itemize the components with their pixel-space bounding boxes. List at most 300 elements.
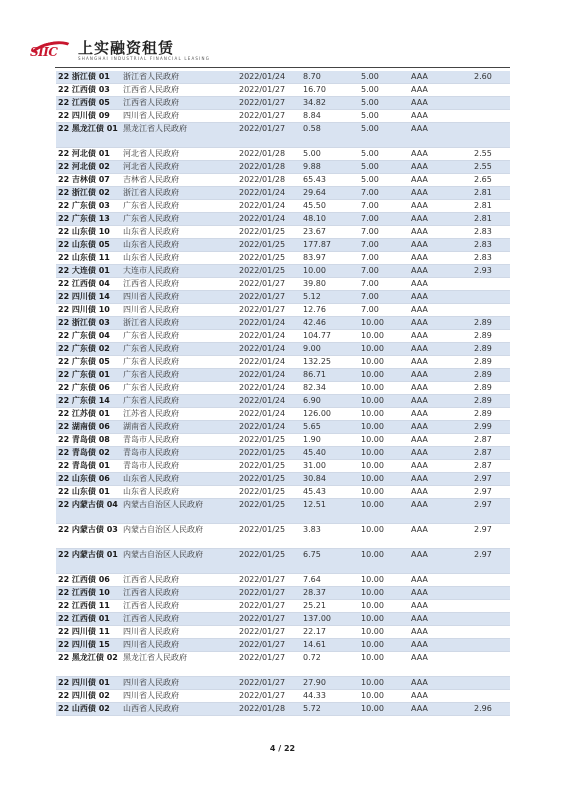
issue-date-cell: 2022/01/25 xyxy=(237,460,301,473)
amount-cell: 22.17 xyxy=(301,626,359,639)
issue-date-cell: 2022/01/25 xyxy=(237,252,301,265)
amount-cell: 1.90 xyxy=(301,434,359,447)
issue-date-cell: 2022/01/27 xyxy=(237,652,301,677)
bond-name-cell: 22 河北债 01 xyxy=(56,148,121,161)
bond-name-cell: 22 江苏债 01 xyxy=(56,408,121,421)
rating-cell: AAA xyxy=(409,613,472,626)
rating-cell: AAA xyxy=(409,330,472,343)
issue-date-cell: 2022/01/28 xyxy=(237,148,301,161)
issuer-cell: 江西省人民政府 xyxy=(121,574,237,587)
bond-issuance-table xyxy=(56,71,510,716)
issuer-cell: 山东省人民政府 xyxy=(121,486,237,499)
term-cell: 10.00 xyxy=(359,447,409,460)
table-row xyxy=(56,84,510,97)
amount-cell: 23.67 xyxy=(301,226,359,239)
issue-date-cell: 2022/01/27 xyxy=(237,587,301,600)
bond-name-cell: 22 江西债 05 xyxy=(56,97,121,110)
term-cell: 5.00 xyxy=(359,123,409,148)
issue-date-cell: 2022/01/24 xyxy=(237,343,301,356)
term-cell: 10.00 xyxy=(359,434,409,447)
table-row xyxy=(56,421,510,434)
term-cell: 5.00 xyxy=(359,84,409,97)
coupon-rate-cell xyxy=(472,304,510,317)
issuer-cell: 青岛市人民政府 xyxy=(121,434,237,447)
term-cell: 5.00 xyxy=(359,110,409,123)
amount-cell: 126.00 xyxy=(301,408,359,421)
issue-date-cell: 2022/01/27 xyxy=(237,110,301,123)
table-row xyxy=(56,652,510,677)
amount-cell: 65.43 xyxy=(301,174,359,187)
table-row xyxy=(56,252,510,265)
term-cell: 5.00 xyxy=(359,148,409,161)
amount-cell: 83.97 xyxy=(301,252,359,265)
bond-name-cell: 22 山东债 11 xyxy=(56,252,121,265)
issuer-cell: 山西省人民政府 xyxy=(121,703,237,716)
issuer-cell: 四川省人民政府 xyxy=(121,677,237,690)
coupon-rate-cell: 2.65 xyxy=(472,174,510,187)
rating-cell: AAA xyxy=(409,226,472,239)
issue-date-cell: 2022/01/25 xyxy=(237,549,301,574)
bond-name-cell: 22 江西债 01 xyxy=(56,613,121,626)
table-row xyxy=(56,499,510,524)
bond-name-cell: 22 浙江债 01 xyxy=(56,71,121,84)
issue-date-cell: 2022/01/24 xyxy=(237,317,301,330)
table-row xyxy=(56,265,510,278)
amount-cell: 48.10 xyxy=(301,213,359,226)
issuer-cell: 河北省人民政府 xyxy=(121,148,237,161)
coupon-rate-cell: 2.87 xyxy=(472,447,510,460)
coupon-rate-cell: 2.83 xyxy=(472,226,510,239)
issue-date-cell: 2022/01/27 xyxy=(237,278,301,291)
table-row xyxy=(56,434,510,447)
rating-cell: AAA xyxy=(409,421,472,434)
amount-cell: 12.51 xyxy=(301,499,359,524)
amount-cell: 12.76 xyxy=(301,304,359,317)
bond-name-cell: 22 内蒙古债 01 xyxy=(56,549,121,574)
amount-cell: 29.64 xyxy=(301,187,359,200)
issue-date-cell: 2022/01/24 xyxy=(237,369,301,382)
issue-date-cell: 2022/01/24 xyxy=(237,330,301,343)
issuer-cell: 四川省人民政府 xyxy=(121,690,237,703)
bond-name-cell: 22 内蒙古债 03 xyxy=(56,524,121,549)
table-row xyxy=(56,613,510,626)
issue-date-cell: 2022/01/27 xyxy=(237,613,301,626)
amount-cell: 14.61 xyxy=(301,639,359,652)
rating-cell: AAA xyxy=(409,486,472,499)
issue-date-cell: 2022/01/24 xyxy=(237,213,301,226)
coupon-rate-cell: 2.83 xyxy=(472,252,510,265)
amount-cell: 28.37 xyxy=(301,587,359,600)
rating-cell: AAA xyxy=(409,382,472,395)
amount-cell: 7.64 xyxy=(301,574,359,587)
term-cell: 10.00 xyxy=(359,473,409,486)
bond-name-cell: 22 江西债 06 xyxy=(56,574,121,587)
table-row xyxy=(56,703,510,716)
table-row xyxy=(56,317,510,330)
bond-name-cell: 22 四川债 11 xyxy=(56,626,121,639)
table-row xyxy=(56,447,510,460)
coupon-rate-cell: 2.89 xyxy=(472,408,510,421)
amount-cell: 16.70 xyxy=(301,84,359,97)
term-cell: 10.00 xyxy=(359,460,409,473)
coupon-rate-cell xyxy=(472,652,510,677)
rating-cell: AAA xyxy=(409,677,472,690)
bond-name-cell: 22 四川债 15 xyxy=(56,639,121,652)
term-cell: 10.00 xyxy=(359,574,409,587)
amount-cell: 45.50 xyxy=(301,200,359,213)
amount-cell: 30.84 xyxy=(301,473,359,486)
issuer-cell: 山东省人民政府 xyxy=(121,239,237,252)
table-row xyxy=(56,356,510,369)
amount-cell: 177.87 xyxy=(301,239,359,252)
issuer-cell: 广东省人民政府 xyxy=(121,330,237,343)
issuer-cell: 内蒙古自治区人民政府 xyxy=(121,549,237,574)
coupon-rate-cell: 2.89 xyxy=(472,317,510,330)
issuer-cell: 江苏省人民政府 xyxy=(121,408,237,421)
issuer-cell: 山东省人民政府 xyxy=(121,226,237,239)
term-cell: 5.00 xyxy=(359,97,409,110)
rating-cell: AAA xyxy=(409,187,472,200)
issue-date-cell: 2022/01/27 xyxy=(237,639,301,652)
coupon-rate-cell xyxy=(472,626,510,639)
bond-name-cell: 22 四川债 02 xyxy=(56,690,121,703)
bond-name-cell: 22 山东债 06 xyxy=(56,473,121,486)
issuer-cell: 四川省人民政府 xyxy=(121,626,237,639)
coupon-rate-cell: 2.87 xyxy=(472,434,510,447)
rating-cell: AAA xyxy=(409,97,472,110)
coupon-rate-cell: 2.87 xyxy=(472,460,510,473)
term-cell: 7.00 xyxy=(359,291,409,304)
issue-date-cell: 2022/01/27 xyxy=(237,690,301,703)
rating-cell: AAA xyxy=(409,499,472,524)
issuer-cell: 江西省人民政府 xyxy=(121,600,237,613)
rating-cell: AAA xyxy=(409,626,472,639)
issuer-cell: 四川省人民政府 xyxy=(121,110,237,123)
term-cell: 10.00 xyxy=(359,690,409,703)
issue-date-cell: 2022/01/25 xyxy=(237,265,301,278)
term-cell: 10.00 xyxy=(359,703,409,716)
bond-name-cell: 22 黑龙江债 01 xyxy=(56,123,121,148)
coupon-rate-cell: 2.97 xyxy=(472,499,510,524)
issuer-cell: 大连市人民政府 xyxy=(121,265,237,278)
rating-cell: AAA xyxy=(409,343,472,356)
rating-cell: AAA xyxy=(409,460,472,473)
issuer-cell: 黑龙江省人民政府 xyxy=(121,123,237,148)
rating-cell: AAA xyxy=(409,434,472,447)
table-row xyxy=(56,473,510,486)
amount-cell: 10.00 xyxy=(301,265,359,278)
issue-date-cell: 2022/01/28 xyxy=(237,161,301,174)
amount-cell: 9.88 xyxy=(301,161,359,174)
table-row xyxy=(56,587,510,600)
amount-cell: 34.82 xyxy=(301,97,359,110)
table-row xyxy=(56,677,510,690)
amount-cell: 3.83 xyxy=(301,524,359,549)
bond-name-cell: 22 江西债 04 xyxy=(56,278,121,291)
rating-cell: AAA xyxy=(409,213,472,226)
term-cell: 10.00 xyxy=(359,395,409,408)
issuer-cell: 湖南省人民政府 xyxy=(121,421,237,434)
coupon-rate-cell: 2.89 xyxy=(472,356,510,369)
term-cell: 10.00 xyxy=(359,587,409,600)
coupon-rate-cell: 2.99 xyxy=(472,421,510,434)
amount-cell: 82.34 xyxy=(301,382,359,395)
coupon-rate-cell: 2.81 xyxy=(472,200,510,213)
coupon-rate-cell xyxy=(472,97,510,110)
issuer-cell: 江西省人民政府 xyxy=(121,278,237,291)
issue-date-cell: 2022/01/27 xyxy=(237,600,301,613)
amount-cell: 45.40 xyxy=(301,447,359,460)
bond-name-cell: 22 青岛债 02 xyxy=(56,447,121,460)
term-cell: 10.00 xyxy=(359,369,409,382)
rating-cell: AAA xyxy=(409,473,472,486)
issue-date-cell: 2022/01/27 xyxy=(237,304,301,317)
issue-date-cell: 2022/01/24 xyxy=(237,356,301,369)
amount-cell: 104.77 xyxy=(301,330,359,343)
bond-name-cell: 22 江西债 11 xyxy=(56,600,121,613)
coupon-rate-cell: 2.89 xyxy=(472,330,510,343)
rating-cell: AAA xyxy=(409,600,472,613)
term-cell: 7.00 xyxy=(359,278,409,291)
table-body xyxy=(56,71,510,716)
amount-cell: 44.33 xyxy=(301,690,359,703)
coupon-rate-cell xyxy=(472,677,510,690)
term-cell: 10.00 xyxy=(359,677,409,690)
issuer-cell: 广东省人民政府 xyxy=(121,369,237,382)
bond-name-cell: 22 广东债 05 xyxy=(56,356,121,369)
header-divider xyxy=(55,67,510,68)
bond-name-cell: 22 山东债 10 xyxy=(56,226,121,239)
amount-cell: 137.00 xyxy=(301,613,359,626)
header xyxy=(28,36,210,66)
issue-date-cell: 2022/01/24 xyxy=(237,408,301,421)
amount-cell: 5.00 xyxy=(301,148,359,161)
rating-cell: AAA xyxy=(409,356,472,369)
rating-cell: AAA xyxy=(409,200,472,213)
coupon-rate-cell xyxy=(472,123,510,148)
rating-cell: AAA xyxy=(409,84,472,97)
issue-date-cell: 2022/01/24 xyxy=(237,382,301,395)
term-cell: 10.00 xyxy=(359,408,409,421)
bond-name-cell: 22 四川债 01 xyxy=(56,677,121,690)
rating-cell: AAA xyxy=(409,447,472,460)
issue-date-cell: 2022/01/27 xyxy=(237,291,301,304)
issue-date-cell: 2022/01/27 xyxy=(237,677,301,690)
term-cell: 5.00 xyxy=(359,161,409,174)
rating-cell: AAA xyxy=(409,652,472,677)
bond-name-cell: 22 广东债 03 xyxy=(56,200,121,213)
term-cell: 7.00 xyxy=(359,213,409,226)
coupon-rate-cell xyxy=(472,110,510,123)
issue-date-cell: 2022/01/24 xyxy=(237,421,301,434)
table-row xyxy=(56,395,510,408)
amount-cell: 8.84 xyxy=(301,110,359,123)
issuer-cell: 四川省人民政府 xyxy=(121,291,237,304)
issuer-cell: 山东省人民政府 xyxy=(121,473,237,486)
amount-cell: 8.70 xyxy=(301,71,359,84)
issue-date-cell: 2022/01/25 xyxy=(237,226,301,239)
issuer-cell: 四川省人民政府 xyxy=(121,304,237,317)
rating-cell: AAA xyxy=(409,587,472,600)
term-cell: 10.00 xyxy=(359,524,409,549)
coupon-rate-cell: 2.89 xyxy=(472,369,510,382)
issue-date-cell: 2022/01/25 xyxy=(237,239,301,252)
amount-cell: 5.12 xyxy=(301,291,359,304)
rating-cell: AAA xyxy=(409,239,472,252)
issuer-cell: 江西省人民政府 xyxy=(121,97,237,110)
bond-name-cell: 22 河北债 02 xyxy=(56,161,121,174)
coupon-rate-cell xyxy=(472,613,510,626)
rating-cell: AAA xyxy=(409,265,472,278)
coupon-rate-cell xyxy=(472,574,510,587)
bond-name-cell: 22 广东债 06 xyxy=(56,382,121,395)
issuer-cell: 四川省人民政府 xyxy=(121,639,237,652)
table-row xyxy=(56,97,510,110)
coupon-rate-cell: 2.81 xyxy=(472,213,510,226)
issuer-cell: 广东省人民政府 xyxy=(121,395,237,408)
rating-cell: AAA xyxy=(409,291,472,304)
amount-cell: 45.43 xyxy=(301,486,359,499)
table-row xyxy=(56,148,510,161)
bond-name-cell: 22 湖南债 06 xyxy=(56,421,121,434)
table-row xyxy=(56,213,510,226)
amount-cell: 9.00 xyxy=(301,343,359,356)
coupon-rate-cell: 2.96 xyxy=(472,703,510,716)
amount-cell: 86.71 xyxy=(301,369,359,382)
rating-cell: AAA xyxy=(409,278,472,291)
table-row xyxy=(56,71,510,84)
amount-cell: 31.00 xyxy=(301,460,359,473)
bond-name-cell: 22 浙江债 02 xyxy=(56,187,121,200)
amount-cell: 132.25 xyxy=(301,356,359,369)
bond-name-cell: 22 四川债 09 xyxy=(56,110,121,123)
coupon-rate-cell: 2.81 xyxy=(472,187,510,200)
issue-date-cell: 2022/01/27 xyxy=(237,574,301,587)
coupon-rate-cell xyxy=(472,600,510,613)
rating-cell: AAA xyxy=(409,110,472,123)
table-row xyxy=(56,690,510,703)
coupon-rate-cell: 2.60 xyxy=(472,71,510,84)
issuer-cell: 吉林省人民政府 xyxy=(121,174,237,187)
term-cell: 10.00 xyxy=(359,330,409,343)
issue-date-cell: 2022/01/27 xyxy=(237,97,301,110)
coupon-rate-cell: 2.93 xyxy=(472,265,510,278)
coupon-rate-cell xyxy=(472,278,510,291)
rating-cell: AAA xyxy=(409,690,472,703)
rating-cell: AAA xyxy=(409,639,472,652)
rating-cell: AAA xyxy=(409,123,472,148)
bond-name-cell: 22 江西债 10 xyxy=(56,587,121,600)
bond-name-cell: 22 广东债 01 xyxy=(56,369,121,382)
issue-date-cell: 2022/01/27 xyxy=(237,123,301,148)
table-row xyxy=(56,330,510,343)
amount-cell: 5.72 xyxy=(301,703,359,716)
bond-name-cell: 22 山东债 01 xyxy=(56,486,121,499)
bond-name-cell: 22 江西债 03 xyxy=(56,84,121,97)
issuer-cell: 青岛市人民政府 xyxy=(121,460,237,473)
issue-date-cell: 2022/01/25 xyxy=(237,447,301,460)
issuer-cell: 河北省人民政府 xyxy=(121,161,237,174)
term-cell: 10.00 xyxy=(359,499,409,524)
issue-date-cell: 2022/01/25 xyxy=(237,486,301,499)
term-cell: 10.00 xyxy=(359,652,409,677)
table-row xyxy=(56,161,510,174)
table-row xyxy=(56,408,510,421)
coupon-rate-cell: 2.89 xyxy=(472,343,510,356)
rating-cell: AAA xyxy=(409,395,472,408)
table-row xyxy=(56,304,510,317)
issue-date-cell: 2022/01/25 xyxy=(237,499,301,524)
term-cell: 7.00 xyxy=(359,187,409,200)
issue-date-cell: 2022/01/27 xyxy=(237,84,301,97)
rating-cell: AAA xyxy=(409,574,472,587)
bond-name-cell: 22 广东债 14 xyxy=(56,395,121,408)
issuer-cell: 广东省人民政府 xyxy=(121,382,237,395)
coupon-rate-cell: 2.83 xyxy=(472,239,510,252)
company-name-cn: 上实融资租赁 xyxy=(78,39,175,57)
coupon-rate-cell xyxy=(472,291,510,304)
coupon-rate-cell xyxy=(472,690,510,703)
issue-date-cell: 2022/01/27 xyxy=(237,626,301,639)
table-row xyxy=(56,382,510,395)
issue-date-cell: 2022/01/24 xyxy=(237,200,301,213)
term-cell: 7.00 xyxy=(359,265,409,278)
amount-cell: 6.75 xyxy=(301,549,359,574)
bond-name-cell: 22 四川债 10 xyxy=(56,304,121,317)
term-cell: 10.00 xyxy=(359,356,409,369)
coupon-rate-cell xyxy=(472,84,510,97)
term-cell: 7.00 xyxy=(359,239,409,252)
term-cell: 5.00 xyxy=(359,174,409,187)
table-row xyxy=(56,460,510,473)
rating-cell: AAA xyxy=(409,304,472,317)
coupon-rate-cell xyxy=(472,587,510,600)
rating-cell: AAA xyxy=(409,369,472,382)
table-row xyxy=(56,110,510,123)
coupon-rate-cell: 2.97 xyxy=(472,473,510,486)
table-row xyxy=(56,239,510,252)
rating-cell: AAA xyxy=(409,252,472,265)
issuer-cell: 江西省人民政府 xyxy=(121,587,237,600)
bond-name-cell: 22 山东债 05 xyxy=(56,239,121,252)
bond-name-cell: 22 内蒙古债 04 xyxy=(56,499,121,524)
bond-name-cell: 22 广东债 02 xyxy=(56,343,121,356)
table-row xyxy=(56,291,510,304)
coupon-rate-cell: 2.55 xyxy=(472,148,510,161)
term-cell: 5.00 xyxy=(359,71,409,84)
issuer-cell: 浙江省人民政府 xyxy=(121,71,237,84)
term-cell: 10.00 xyxy=(359,613,409,626)
table-row xyxy=(56,639,510,652)
issuer-cell: 山东省人民政府 xyxy=(121,252,237,265)
bond-name-cell: 22 广东债 04 xyxy=(56,330,121,343)
table-row xyxy=(56,343,510,356)
amount-cell: 5.65 xyxy=(301,421,359,434)
term-cell: 10.00 xyxy=(359,626,409,639)
bond-name-cell: 22 青岛债 08 xyxy=(56,434,121,447)
coupon-rate-cell: 2.97 xyxy=(472,524,510,549)
rating-cell: AAA xyxy=(409,408,472,421)
rating-cell: AAA xyxy=(409,524,472,549)
amount-cell: 42.46 xyxy=(301,317,359,330)
bond-name-cell: 22 浙江债 03 xyxy=(56,317,121,330)
table-row xyxy=(56,123,510,148)
issue-date-cell: 2022/01/25 xyxy=(237,473,301,486)
rating-cell: AAA xyxy=(409,71,472,84)
term-cell: 10.00 xyxy=(359,600,409,613)
page-number: 4 / 22 xyxy=(269,744,296,753)
term-cell: 10.00 xyxy=(359,317,409,330)
